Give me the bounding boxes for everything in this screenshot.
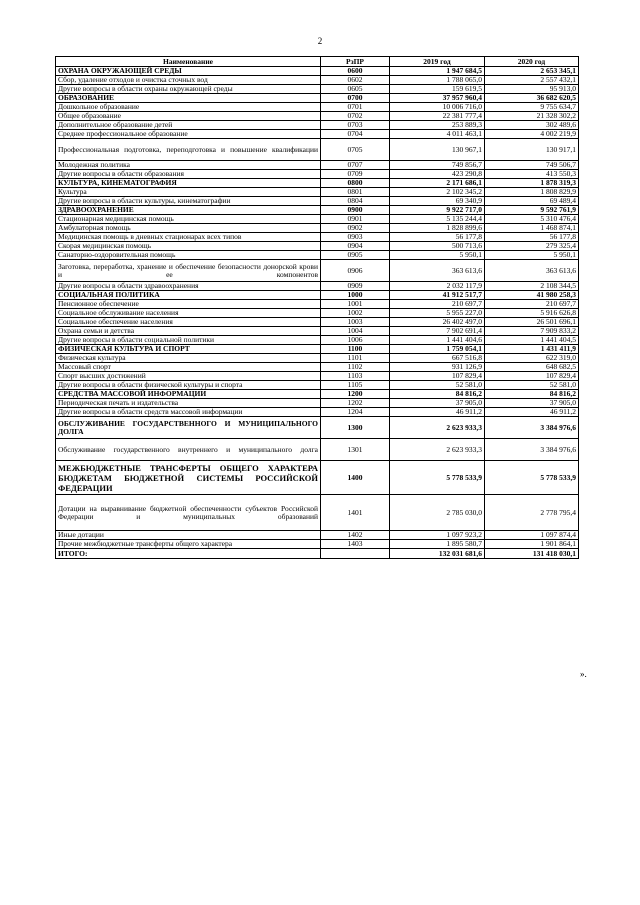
row-value-2019: 130 967,1 xyxy=(390,139,485,161)
row-name: Общее образование xyxy=(56,112,321,121)
row-name: Физическая культура xyxy=(56,354,321,363)
row-value-2019: 2 171 686,1 xyxy=(390,179,485,188)
row-name: Другие вопросы в области социальной политики xyxy=(56,336,321,345)
row-value-2019: 1 895 580,7 xyxy=(390,540,485,549)
row-name: Прочие межбюджетные трансферты общего характера xyxy=(56,540,321,549)
row-value-2019: 2 623 933,3 xyxy=(390,439,485,461)
row-code: 0900 xyxy=(321,206,390,215)
row-name: Другие вопросы в области культуры, кинематографии xyxy=(56,197,321,206)
row-value-2019: 253 889,3 xyxy=(390,121,485,130)
row-name: Иные дотации xyxy=(56,531,321,540)
row-name: Социальное обслуживание населения xyxy=(56,309,321,318)
row-name: Среднее профессиональное образование xyxy=(56,130,321,139)
row-value-2019: 4 011 463,1 xyxy=(390,130,485,139)
row-name: Культура xyxy=(56,188,321,197)
row-name: КУЛЬТУРА, КИНЕМАТОГРАФИЯ xyxy=(56,179,321,188)
row-value-2020: 210 697,7 xyxy=(485,300,579,309)
row-value-2019: 749 856,7 xyxy=(390,161,485,170)
row-code: 0804 xyxy=(321,197,390,206)
row-code: 0704 xyxy=(321,130,390,139)
row-value-2020: 279 325,4 xyxy=(485,242,579,251)
table-row xyxy=(56,461,579,495)
row-code: 0906 xyxy=(321,260,390,282)
row-code: 1202 xyxy=(321,399,390,408)
row-value-2020: 9 592 761,9 xyxy=(485,206,579,215)
row-value-2019: 667 516,8 xyxy=(390,354,485,363)
row-name: ОБСЛУЖИВАНИЕ ГОСУДАРСТВЕННОГО И МУНИЦИПАЛЬНОГО ДОЛГА xyxy=(56,417,321,439)
table-row xyxy=(56,540,579,549)
table-row xyxy=(56,354,579,363)
row-name: Сбор, удаление отходов и очистка сточных вод xyxy=(56,76,321,85)
row-value-2019: 1 097 923,2 xyxy=(390,531,485,540)
row-value-2019: 159 619,5 xyxy=(390,85,485,94)
table-row xyxy=(56,260,579,282)
row-value-2019: 37 905,0 xyxy=(390,399,485,408)
row-code xyxy=(321,549,390,559)
row-code: 0700 xyxy=(321,94,390,103)
row-code: 0707 xyxy=(321,161,390,170)
row-name: Социальное обеспечение населения xyxy=(56,318,321,327)
row-value-2019: 1 947 684,5 xyxy=(390,67,485,76)
row-name: Заготовка, переработка, хранение и обеспечение безопасности донорской крови и ее компонентов xyxy=(56,260,321,282)
row-code: 1004 xyxy=(321,327,390,336)
row-value-2020: 3 384 976,6 xyxy=(485,439,579,461)
row-code: 1204 xyxy=(321,408,390,417)
row-name: МЕЖБЮДЖЕТНЫЕ ТРАНСФЕРТЫ ОБЩЕГО ХАРАКТЕРА БЮДЖЕТАМ БЮДЖЕТНОЙ СИСТЕМЫ РОССИЙСКОЙ ФЕДЕРАЦИИ xyxy=(56,461,321,495)
row-value-2019: 69 340,9 xyxy=(390,197,485,206)
row-code: 0801 xyxy=(321,188,390,197)
row-value-2019: 37 957 960,4 xyxy=(390,94,485,103)
row-value-2019: 10 006 716,0 xyxy=(390,103,485,112)
row-value-2019: 5 950,1 xyxy=(390,251,485,260)
row-code: 1103 xyxy=(321,372,390,381)
row-value-2020: 1 878 319,3 xyxy=(485,179,579,188)
row-value-2020: 46 911,2 xyxy=(485,408,579,417)
row-value-2019: 22 381 777,4 xyxy=(390,112,485,121)
row-name: Скорая медицинская помощь xyxy=(56,242,321,251)
row-value-2020: 2 778 795,4 xyxy=(485,495,579,531)
row-name: Массовый спорт xyxy=(56,363,321,372)
row-code: 1301 xyxy=(321,439,390,461)
row-code: 1105 xyxy=(321,381,390,390)
row-value-2020: 648 682,5 xyxy=(485,363,579,372)
table-row xyxy=(56,495,579,531)
row-code: 1002 xyxy=(321,309,390,318)
closing-quote-mark: ». xyxy=(580,669,587,679)
row-code: 1401 xyxy=(321,495,390,531)
row-name: Стационарная медицинская помощь xyxy=(56,215,321,224)
row-name: Амбулаторная помощь xyxy=(56,224,321,233)
row-value-2019: 423 290,8 xyxy=(390,170,485,179)
row-code: 1001 xyxy=(321,300,390,309)
row-value-2019: 1 788 065,0 xyxy=(390,76,485,85)
row-value-2020: 52 581,0 xyxy=(485,381,579,390)
row-value-2019: 132 031 681,6 xyxy=(390,549,485,559)
row-code: 1006 xyxy=(321,336,390,345)
row-code: 0605 xyxy=(321,85,390,94)
row-value-2019: 52 581,0 xyxy=(390,381,485,390)
row-name: ИТОГО: xyxy=(56,549,321,559)
row-value-2019: 5 135 244,4 xyxy=(390,215,485,224)
row-code: 0800 xyxy=(321,179,390,188)
row-name: ОБРАЗОВАНИЕ xyxy=(56,94,321,103)
header-code: РзПР xyxy=(321,57,390,67)
row-code: 0909 xyxy=(321,282,390,291)
row-value-2020: 622 319,0 xyxy=(485,354,579,363)
table-row xyxy=(56,215,579,224)
row-name: ЗДРАВООХРАНЕНИЕ xyxy=(56,206,321,215)
row-value-2020: 56 177,8 xyxy=(485,233,579,242)
table-row xyxy=(56,417,579,439)
row-value-2019: 1 828 899,6 xyxy=(390,224,485,233)
row-name: Спорт высших достижений xyxy=(56,372,321,381)
header-2020: 2020 год xyxy=(485,57,579,67)
row-value-2019: 41 912 517,7 xyxy=(390,291,485,300)
row-code: 0701 xyxy=(321,103,390,112)
row-value-2019: 56 177,8 xyxy=(390,233,485,242)
row-name: Дошкольное образование xyxy=(56,103,321,112)
row-value-2019: 1 441 404,6 xyxy=(390,336,485,345)
row-code: 0602 xyxy=(321,76,390,85)
row-code: 1100 xyxy=(321,345,390,354)
row-code: 0705 xyxy=(321,139,390,161)
row-code: 0903 xyxy=(321,233,390,242)
row-name: Дополнительное образование детей xyxy=(56,121,321,130)
row-value-2019: 2 102 345,2 xyxy=(390,188,485,197)
row-value-2020: 84 816,2 xyxy=(485,390,579,399)
row-value-2020: 5 310 476,4 xyxy=(485,215,579,224)
row-name: Медицинская помощь в дневных стационарах всех типов xyxy=(56,233,321,242)
table-row xyxy=(56,197,579,206)
row-value-2019: 5 778 533,9 xyxy=(390,461,485,495)
row-value-2020: 2 108 344,5 xyxy=(485,282,579,291)
row-name: Охрана семьи и детства xyxy=(56,327,321,336)
row-name: СОЦИАЛЬНАЯ ПОЛИТИКА xyxy=(56,291,321,300)
row-value-2020: 5 950,1 xyxy=(485,251,579,260)
table-header xyxy=(56,57,579,67)
row-value-2020: 1 468 874,1 xyxy=(485,224,579,233)
row-code: 0600 xyxy=(321,67,390,76)
row-value-2020: 749 506,7 xyxy=(485,161,579,170)
table-row xyxy=(56,130,579,139)
row-value-2020: 1 808 829,9 xyxy=(485,188,579,197)
row-value-2020: 413 550,3 xyxy=(485,170,579,179)
table-row xyxy=(56,408,579,417)
row-name: Другие вопросы в области физической культуры и спорта xyxy=(56,381,321,390)
row-value-2020: 36 682 620,5 xyxy=(485,94,579,103)
table-row xyxy=(56,251,579,260)
row-code: 1400 xyxy=(321,461,390,495)
row-value-2020: 302 489,6 xyxy=(485,121,579,130)
table-row xyxy=(56,179,579,188)
row-name: Другие вопросы в области образования xyxy=(56,170,321,179)
row-value-2020: 131 418 030,1 xyxy=(485,549,579,559)
row-value-2020: 5 916 626,8 xyxy=(485,309,579,318)
row-value-2020: 107 829,4 xyxy=(485,372,579,381)
row-value-2020: 363 613,6 xyxy=(485,260,579,282)
row-code: 1300 xyxy=(321,417,390,439)
row-name: Другие вопросы в области средств массовой информации xyxy=(56,408,321,417)
row-value-2019: 2 032 117,9 xyxy=(390,282,485,291)
row-code: 1003 xyxy=(321,318,390,327)
row-code: 0902 xyxy=(321,224,390,233)
row-name: СРЕДСТВА МАССОВОЙ ИНФОРМАЦИИ xyxy=(56,390,321,399)
table-row xyxy=(56,549,579,559)
row-value-2020: 21 328 302,2 xyxy=(485,112,579,121)
row-value-2019: 5 955 227,0 xyxy=(390,309,485,318)
row-code: 0703 xyxy=(321,121,390,130)
row-value-2020: 1 441 404,5 xyxy=(485,336,579,345)
row-value-2020: 1 901 864,1 xyxy=(485,540,579,549)
row-value-2020: 41 980 258,3 xyxy=(485,291,579,300)
row-name: ФИЗИЧЕСКАЯ КУЛЬТУРА И СПОРТ xyxy=(56,345,321,354)
table-row xyxy=(56,439,579,461)
row-code: 0702 xyxy=(321,112,390,121)
table-row xyxy=(56,85,579,94)
row-name: Санаторно-оздоровительная помощь xyxy=(56,251,321,260)
row-name: Другие вопросы в области здравоохранения xyxy=(56,282,321,291)
row-value-2019: 46 911,2 xyxy=(390,408,485,417)
row-value-2020: 2 557 432,1 xyxy=(485,76,579,85)
row-code: 1101 xyxy=(321,354,390,363)
row-name: Периодическая печать и издательства xyxy=(56,399,321,408)
table-row xyxy=(56,139,579,161)
table-body xyxy=(56,67,579,559)
row-value-2020: 7 909 833,2 xyxy=(485,327,579,336)
row-code: 1402 xyxy=(321,531,390,540)
row-code: 1403 xyxy=(321,540,390,549)
budget-table xyxy=(55,56,579,559)
row-value-2020: 26 501 696,1 xyxy=(485,318,579,327)
row-value-2020: 2 653 345,1 xyxy=(485,67,579,76)
row-value-2019: 2 785 030,0 xyxy=(390,495,485,531)
row-name: Молодежная политика xyxy=(56,161,321,170)
row-value-2020: 5 778 533,9 xyxy=(485,461,579,495)
row-value-2020: 130 917,1 xyxy=(485,139,579,161)
row-value-2019: 9 922 717,0 xyxy=(390,206,485,215)
row-value-2019: 84 816,2 xyxy=(390,390,485,399)
row-value-2019: 26 402 497,0 xyxy=(390,318,485,327)
row-name: Пенсионное обеспечение xyxy=(56,300,321,309)
row-code: 1102 xyxy=(321,363,390,372)
row-value-2019: 210 697,7 xyxy=(390,300,485,309)
row-value-2019: 931 126,9 xyxy=(390,363,485,372)
row-value-2020: 95 913,0 xyxy=(485,85,579,94)
table-row xyxy=(56,103,579,112)
row-name: Обслуживание государственного внутреннего и муниципального долга xyxy=(56,439,321,461)
row-code: 0709 xyxy=(321,170,390,179)
row-value-2020: 3 384 976,6 xyxy=(485,417,579,439)
row-code: 0905 xyxy=(321,251,390,260)
row-value-2019: 1 759 054,1 xyxy=(390,345,485,354)
row-name: ОХРАНА ОКРУЖАЮЩЕЙ СРЕДЫ xyxy=(56,67,321,76)
row-value-2019: 2 623 933,3 xyxy=(390,417,485,439)
row-name: Профессиональная подготовка, переподготовка и повышение квалификации xyxy=(56,139,321,161)
row-code: 0901 xyxy=(321,215,390,224)
header-name: Наименование xyxy=(56,57,321,67)
row-value-2020: 69 489,4 xyxy=(485,197,579,206)
row-code: 1200 xyxy=(321,390,390,399)
table-row xyxy=(56,345,579,354)
header-2019: 2019 год xyxy=(390,57,485,67)
row-value-2020: 1 431 411,9 xyxy=(485,345,579,354)
row-value-2019: 363 613,6 xyxy=(390,260,485,282)
row-value-2020: 4 002 219,9 xyxy=(485,130,579,139)
row-value-2019: 500 713,6 xyxy=(390,242,485,251)
row-name: Дотации на выравнивание бюджетной обеспеченности субъектов Российской Федерации и муниципальных образований xyxy=(56,495,321,531)
row-value-2019: 7 902 691,4 xyxy=(390,327,485,336)
row-code: 1000 xyxy=(321,291,390,300)
row-code: 0904 xyxy=(321,242,390,251)
row-value-2019: 107 829,4 xyxy=(390,372,485,381)
page-number: 2 xyxy=(317,36,323,46)
row-name: Другие вопросы в области охраны окружающей среды xyxy=(56,85,321,94)
row-value-2020: 9 755 634,7 xyxy=(485,103,579,112)
row-value-2020: 1 097 874,4 xyxy=(485,531,579,540)
row-value-2020: 37 905,0 xyxy=(485,399,579,408)
